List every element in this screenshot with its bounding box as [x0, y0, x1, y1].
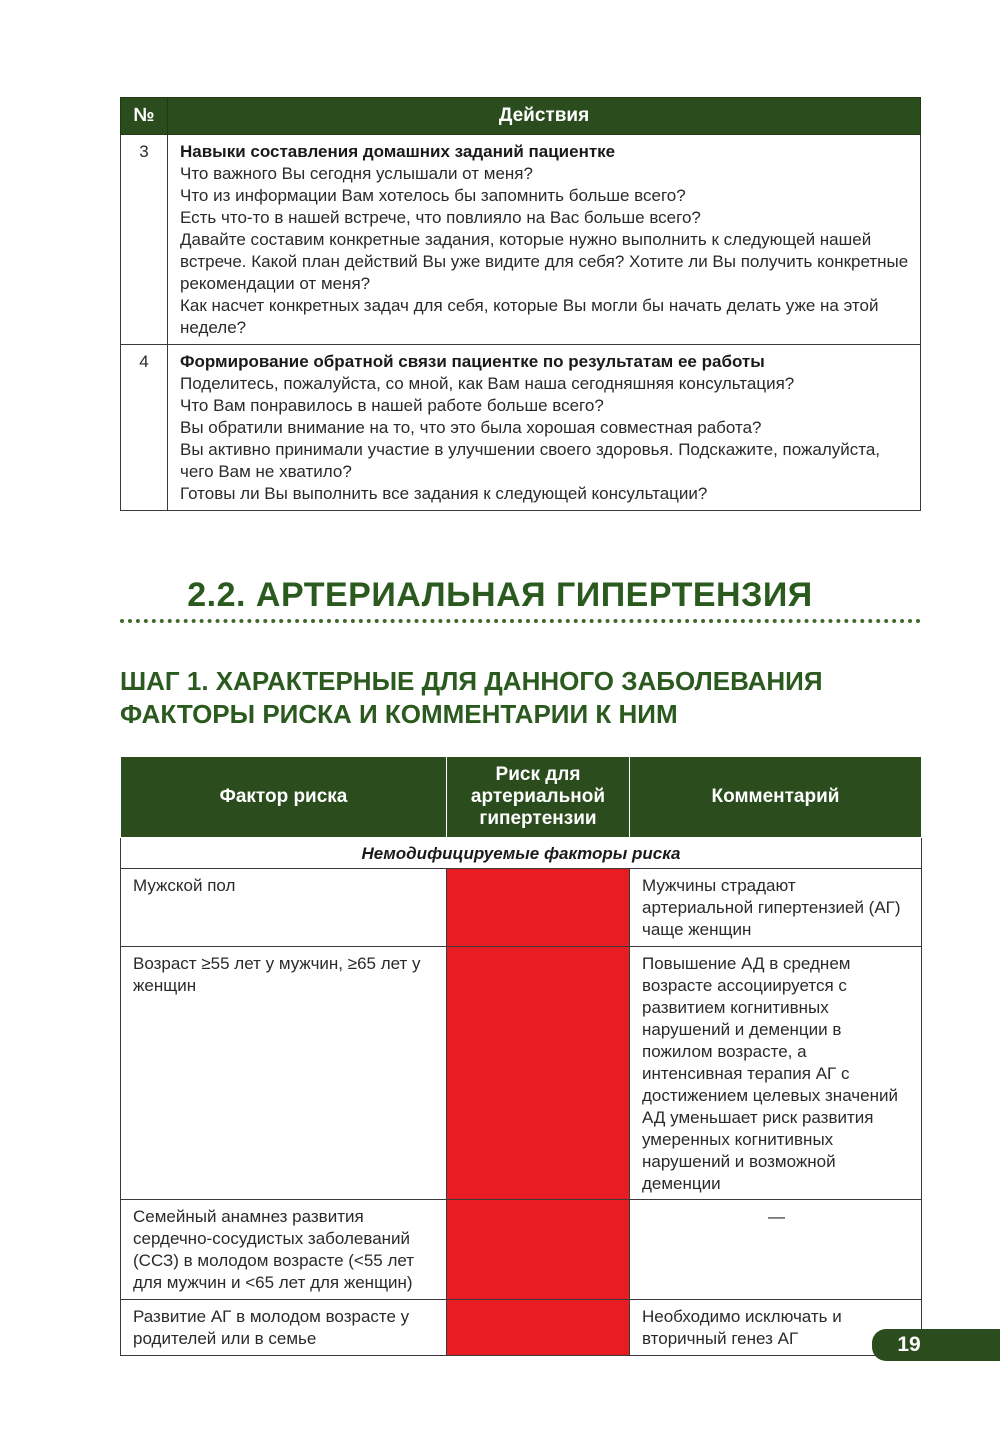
row-actions [168, 135, 921, 345]
actions-table [120, 97, 921, 511]
risk-indicator [447, 1200, 630, 1300]
question-line: Что из информации Вам хотелось бы запомнить больше всего? [180, 186, 686, 205]
group-row [121, 838, 922, 869]
risk-table-header [121, 757, 922, 838]
row-title: Формирование обратной связи пациентке по результатам ее работы [180, 352, 765, 371]
comment-cell: Повышение АД в среднем возрасте ассоциируется с развитием когнитивных нарушений и деменции в пожилом возрасте, а интенсивная терапия АГ с достижением целевых значений АД уменьшает риск развития умеренных когнитивных нарушений и возможной деменции [630, 947, 922, 1200]
dotted-divider [120, 619, 921, 623]
step-title: ШАГ 1. ХАРАКТЕРНЫЕ ДЛЯ ДАННОГО ЗАБОЛЕВАНИЯ ФАКТОРЫ РИСКА И КОММЕНТАРИИ К НИМ [120, 666, 823, 729]
column-header-risk: Риск для артериальной гипертензии [447, 757, 630, 838]
page-number-tab [872, 1329, 1000, 1361]
question-line: Есть что-то в нашей встрече, что повлияло на Вас больше всего? [180, 208, 701, 227]
risk-indicator [447, 947, 630, 1200]
row-title: Навыки составления домашних заданий пациентке [180, 142, 616, 161]
actions-table-header [121, 98, 921, 135]
question-line: Поделитесь, пожалуйста, со мной, как Вам наша сегодняшняя консультация? [180, 374, 795, 393]
column-header-factor: Фактор риска [121, 757, 447, 838]
risk-indicator [447, 869, 630, 947]
row-number: 3 [121, 135, 168, 345]
risk-factors-table [120, 756, 922, 1356]
group-label: Немодифицируемые факторы риска [121, 838, 922, 869]
comment-cell: — [630, 1200, 922, 1300]
question-line: Вы активно принимали участие в улучшении своего здоровья. Подскажите, пожалуйста, чего Вам не хватило? [180, 440, 881, 481]
question-line: Что Вам понравилось в нашей работе больше всего? [180, 396, 604, 415]
factor-cell: Семейный анамнез развития сердечно-сосудистых заболеваний (ССЗ) в молодом возрасте (<55 лет для мужчин и <65 лет для женщин) [121, 1200, 447, 1300]
table-row [121, 1200, 922, 1300]
page-number: 19 [897, 1333, 921, 1356]
table-row [121, 1300, 922, 1356]
table-row [121, 947, 922, 1200]
row-actions [168, 345, 921, 511]
factor-cell: Возраст ≥55 лет у мужчин, ≥65 лет у женщин [121, 947, 447, 1200]
question-line: Давайте составим конкретные задания, которые нужно выполнить к следующей нашей встрече. Какой план действий Вы уже видите для себя? Хотите ли Вы получить конкретные рекомендации от меня? [180, 230, 909, 293]
question-line: Что важного Вы сегодня услышали от меня? [180, 164, 533, 183]
comment-cell: Мужчины страдают артериальной гипертензией (АГ) чаще женщин [630, 869, 922, 947]
question-line: Вы обратили внимание на то, что это была хорошая совместная работа? [180, 418, 762, 437]
section-title: 2.2. АРТЕРИАЛЬНАЯ ГИПЕРТЕНЗИЯ [187, 576, 813, 614]
comment-cell: Необходимо исключать и вторичный генез АГ [630, 1300, 922, 1356]
question-line: Как насчет конкретных задач для себя, которые Вы могли бы начать делать уже на этой неделе? [180, 296, 879, 337]
column-header-number: № [121, 98, 168, 135]
factor-cell: Мужской пол [121, 869, 447, 947]
table-row [121, 869, 922, 947]
question-line: Готовы ли Вы выполнить все задания к следующей консультации? [180, 484, 708, 503]
risk-indicator [447, 1300, 630, 1356]
table-row [121, 135, 921, 345]
column-header-actions: Действия [168, 98, 921, 135]
factor-cell: Развитие АГ в молодом возрасте у родителей или в семье [121, 1300, 447, 1356]
row-number: 4 [121, 345, 168, 511]
column-header-comment: Комментарий [630, 757, 922, 838]
table-row [121, 345, 921, 511]
